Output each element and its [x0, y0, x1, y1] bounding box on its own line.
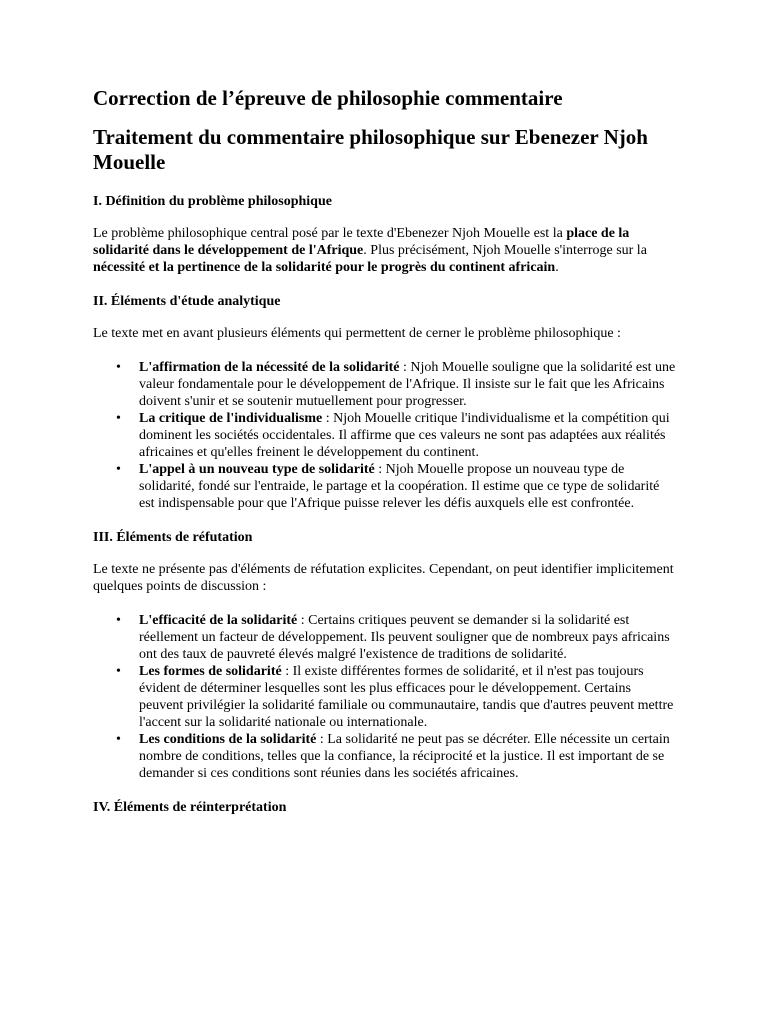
paragraph-bold-text: place de la solidarité dans le développement de l'Afrique [93, 226, 630, 258]
section-2-list [93, 359, 677, 512]
document-title: Correction de l’épreuve de philosophie commentaire [93, 86, 563, 110]
list-item-text: : Njoh Mouelle souligne que la solidarité est une valeur fondamentale pour le développement de l'Afrique. Il insiste sur le fait que les Africains doivent s'unir et se soutenir mutuellement pour progresser. [139, 360, 676, 409]
section-heading-2: II. Éléments d'étude analytique [93, 294, 281, 309]
list-item [116, 461, 677, 512]
list-item [116, 410, 677, 461]
bullet-icon: • [116, 411, 121, 426]
section-3-list [93, 612, 677, 782]
section-1-paragraph [93, 225, 677, 276]
paragraph-text: . [555, 260, 559, 275]
paragraph-bold-text: nécessité et la pertinence de la solidarité pour le progrès du continent africain [93, 260, 556, 275]
paragraph-text: . Plus précisément, Njoh Mouelle s'interroge sur la [363, 243, 647, 258]
list-item-text: : La solidarité ne peut pas se décréter. Elle nécessite un certain nombre de conditions, telles que la confiance, la réciprocité et la justice. Il est important de se demander si ces conditions sont réunies dans les sociétés africaines. [139, 732, 670, 781]
bullet-icon: • [116, 732, 121, 747]
list-item-bold: L'appel à un nouveau type de solidarité [139, 462, 375, 477]
section-2-intro: Le texte met en avant plusieurs éléments qui permettent de cerner le problème philosophique : [93, 326, 621, 341]
section-heading-3: III. Éléments de réfutation [93, 530, 253, 545]
document-subtitle: Traitement du commentaire philosophique sur Ebenezer Njoh Mouelle [93, 125, 648, 174]
bullet-icon: • [116, 462, 121, 477]
bullet-icon: • [116, 664, 121, 679]
list-item-text: : Certains critiques peuvent se demander si la solidarité est réellement un facteur de développement. Ils peuvent souligner que de nombreux pays africains ont des taux de pauvreté élevés malgré l'existence de traditions de solidarité. [139, 613, 670, 662]
list-item-bold: L'affirmation de la nécessité de la solidarité [139, 360, 400, 375]
list-item-text: : Il existe différentes formes de solidarité, et il n'est pas toujours évident de déterminer lesquelles sont les plus efficaces pour le développement. Certains peuvent privilégier la solidarité familiale ou communautaire, tandis que d'autres peuvent mettre l'accent sur la solidarité nationale ou internationale. [139, 664, 674, 730]
bullet-icon: • [116, 360, 121, 375]
list-item [116, 359, 677, 410]
section-3-intro: Le texte ne présente pas d'éléments de réfutation explicites. Cependant, on peut identifier implicitement quelques points de discussion : [93, 562, 674, 594]
section-heading-1: I. Définition du problème philosophique [93, 194, 332, 209]
list-item-text: : Njoh Mouelle critique l'individualisme et la compétition qui dominent les sociétés occidentales. Il affirme que ces valeurs ne sont pas adaptées aux réalités africaines et qu'elles freinent le développement du continent. [139, 411, 670, 460]
list-item-bold: La critique de l'individualisme [139, 411, 323, 426]
paragraph-text: Le problème philosophique central posé par le texte d'Ebenezer Njoh Mouelle est la [93, 226, 567, 241]
bullet-icon: • [116, 613, 121, 628]
section-heading-4: IV. Éléments de réinterprétation [93, 800, 287, 815]
document-page [93, 86, 677, 831]
list-item-bold: L'efficacité de la solidarité [139, 613, 298, 628]
list-item [116, 731, 677, 782]
list-item-bold: Les formes de solidarité [139, 664, 282, 679]
list-item-bold: Les conditions de la solidarité [139, 732, 317, 747]
list-item [116, 612, 677, 663]
list-item-text: : Njoh Mouelle propose un nouveau type de solidarité, fondé sur l'entraide, le partage et la coopération. Il estime que ce type de solidarité est indispensable pour que l'Afrique puisse relever les défis auxquels elle est confrontée. [139, 462, 660, 511]
list-item [116, 663, 677, 731]
